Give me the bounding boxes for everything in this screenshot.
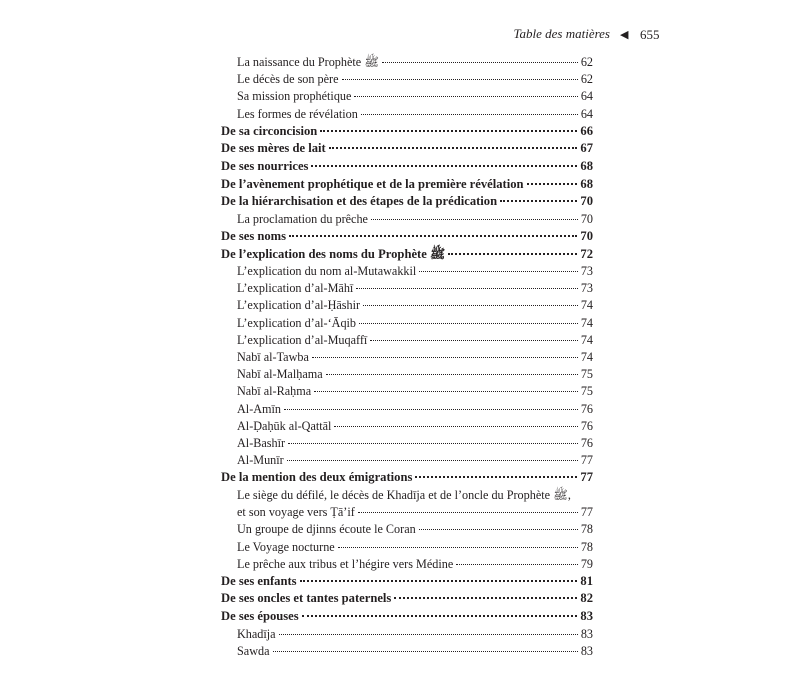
dot-leader [527,183,578,185]
toc-entry-title: De ses oncles et tantes paternels [221,591,392,606]
toc-entry-title: Un groupe de djinns écoute le Coran [237,522,416,537]
toc-entry-page: 78 [580,539,593,554]
toc-entry-page: 62 [580,55,593,69]
toc-section-entry [221,643,593,660]
toc-entry-title: Les formes de révélation [237,106,358,121]
dot-leader [356,288,578,289]
dot-leader [358,512,578,513]
toc-entry-page: 70 [580,194,593,209]
dot-leader [448,253,577,255]
dot-leader [342,79,578,80]
toc-entry-title: Al-Amīn [237,401,282,416]
toc-entry-page: 76 [580,401,593,416]
toc-entry-page: 75 [580,367,593,382]
dot-leader [314,391,578,392]
table-of-contents [221,54,593,660]
toc-section-entry [221,349,593,366]
toc-section-entry [221,88,593,105]
toc-entry-title-line2-row [237,504,593,521]
toc-entry-page: 81 [580,573,593,588]
toc-section-entry [221,383,593,400]
toc-entry-page: 83 [580,643,593,658]
toc-entry-page: 83 [580,609,593,624]
dot-leader [288,443,578,444]
dot-leader [394,597,577,599]
toc-entry-title: La naissance du Prophète ﷺ [237,55,379,69]
toc-chapter-entry [221,590,593,608]
toc-chapter-entry [221,573,593,591]
toc-entry-title: L’explication d’al-Muqaffī [237,332,368,347]
toc-entry-page: 79 [580,556,593,571]
toc-section-entry [221,315,593,332]
toc-entry-page: 68 [580,158,593,173]
toc-entry-page: 77 [580,453,593,468]
dot-leader [320,130,577,132]
toc-section-entry [221,332,593,349]
toc-entry-page: 75 [580,384,593,399]
toc-section-entry [221,539,593,556]
toc-chapter-entry [221,123,593,141]
dot-leader [311,165,577,167]
toc-entry-page: 74 [580,315,593,330]
toc-entry-title-line2: et son voyage vers Ṭā’if [237,505,355,520]
toc-entry-title: Nabī al-Malḥama [237,367,323,382]
toc-entry-title: L’explication d’al-Māhī [237,281,354,296]
toc-entry-page: 76 [580,418,593,433]
dot-leader [329,147,578,149]
toc-entry-title: De l’avènement prophétique et de la première révélation [221,176,524,191]
toc-entry-title: De ses épouses [221,609,299,624]
toc-entry-title-line1: Le siège du défilé, le décès de Khadīja et de l’oncle du Prophète ﷺ, [237,487,571,502]
toc-entry-title: Le Voyage nocturne [237,539,335,554]
toc-entry-title: Nabī al-Tawba [237,350,309,365]
toc-entry-title: De ses noms [221,228,287,243]
toc-entry-page: 83 [580,626,593,641]
dot-leader [354,96,577,97]
dot-leader [500,200,577,202]
toc-entry-title: Al-Munīr [237,453,284,468]
toc-section-entry [221,54,593,71]
toc-section-entry [221,366,593,383]
dot-leader [300,580,578,582]
toc-entry-title: Sawda [237,643,270,658]
toc-entry-page: 64 [580,89,593,104]
toc-chapter-entry [221,140,593,158]
toc-section-entry [221,452,593,469]
dot-leader [415,476,577,478]
header-separator-icon: ◀ [620,29,629,41]
dot-leader [279,634,578,635]
toc-entry-page: 78 [580,522,593,537]
page-number: 655 [640,27,660,42]
toc-entry-title: Sa mission prophétique [237,89,352,104]
toc-section-entry [221,521,593,538]
toc-entry-page: 62 [580,72,593,87]
running-title: Table des matières [513,26,610,41]
dot-leader [370,340,578,341]
dot-leader [359,323,578,324]
toc-section-entry [221,556,593,573]
toc-entry-page: 68 [580,176,593,191]
toc-entry-title: Le prêche aux tribus et l’hégire vers Médine [237,556,454,571]
dot-leader [338,547,578,548]
toc-entry-page: 73 [580,264,593,279]
toc-chapter-entry [221,176,593,194]
dot-leader [289,235,577,237]
toc-entry-page: 74 [580,298,593,313]
dot-leader [363,305,578,306]
toc-chapter-entry [221,158,593,176]
toc-chapter-entry [221,228,593,246]
toc-entry-page: 76 [580,435,593,450]
toc-entry-title: L’explication du nom al-Mutawakkil [237,264,417,279]
toc-section-entry [221,71,593,88]
toc-entry-page: 72 [580,246,593,261]
toc-entry-page: 64 [580,106,593,121]
toc-entry-title: Al-Ḍaḥūk al-Qattāl [237,418,332,433]
toc-entry-title: Al-Bashīr [237,435,286,450]
toc-entry-title: De la mention des deux émigrations [221,470,413,485]
toc-entry-title: De sa circoncision [221,123,318,138]
dot-leader [273,651,578,652]
toc-entry-page: 73 [580,281,593,296]
toc-section-entry [221,418,593,435]
toc-section-entry [221,106,593,123]
dot-leader [371,219,578,220]
toc-entry-page: 70 [580,211,593,226]
toc-chapter-entry [221,469,593,487]
toc-entry-title: Khadīja [237,626,276,641]
toc-entry-title: De ses enfants [221,573,297,588]
toc-entry-page: 70 [580,228,593,243]
toc-entry-title: De ses mères de lait [221,141,326,156]
toc-entry-page: 74 [580,350,593,365]
toc-section-entry [221,401,593,418]
dot-leader [334,426,577,427]
dot-leader [361,114,578,115]
toc-chapter-entry [221,193,593,211]
dot-leader [302,615,578,617]
toc-entry-page: 77 [580,505,593,520]
dot-leader [326,374,578,375]
toc-entry-page: 82 [580,591,593,606]
toc-entry-title: De l’explication des noms du Prophète ﷺ [221,246,446,261]
toc-entry-title: Nabī al-Raḥma [237,384,312,399]
dot-leader [312,357,578,358]
toc-entry-page: 77 [580,470,593,485]
toc-section-entry [221,280,593,297]
toc-entry-title: La proclamation du prêche [237,211,368,226]
toc-entry-title: De ses nourrices [221,158,309,173]
dot-leader [419,271,578,272]
toc-section-entry [221,211,593,228]
toc-section-entry [221,435,593,452]
toc-chapter-entry [221,246,593,264]
toc-section-entry [221,263,593,280]
toc-entry-title: L’explication d’al-Ḥāshir [237,298,361,313]
dot-leader [456,564,578,565]
toc-entry-page: 74 [580,332,593,347]
toc-entry-title: L’explication d’al-‘Āqib [237,315,357,330]
toc-chapter-entry [221,608,593,626]
dot-leader [284,409,578,410]
toc-section-entry-multiline [221,487,593,521]
toc-entry-page: 67 [580,141,593,156]
toc-entry-page: 66 [580,123,593,138]
toc-section-entry [221,626,593,643]
toc-entry-title: De la hiérarchisation et des étapes de la prédication [221,194,498,209]
dot-leader [382,62,578,63]
toc-section-entry [221,297,593,314]
dot-leader [287,460,578,461]
dot-leader [419,529,578,530]
toc-entry-title: Le décès de son père [237,72,339,87]
